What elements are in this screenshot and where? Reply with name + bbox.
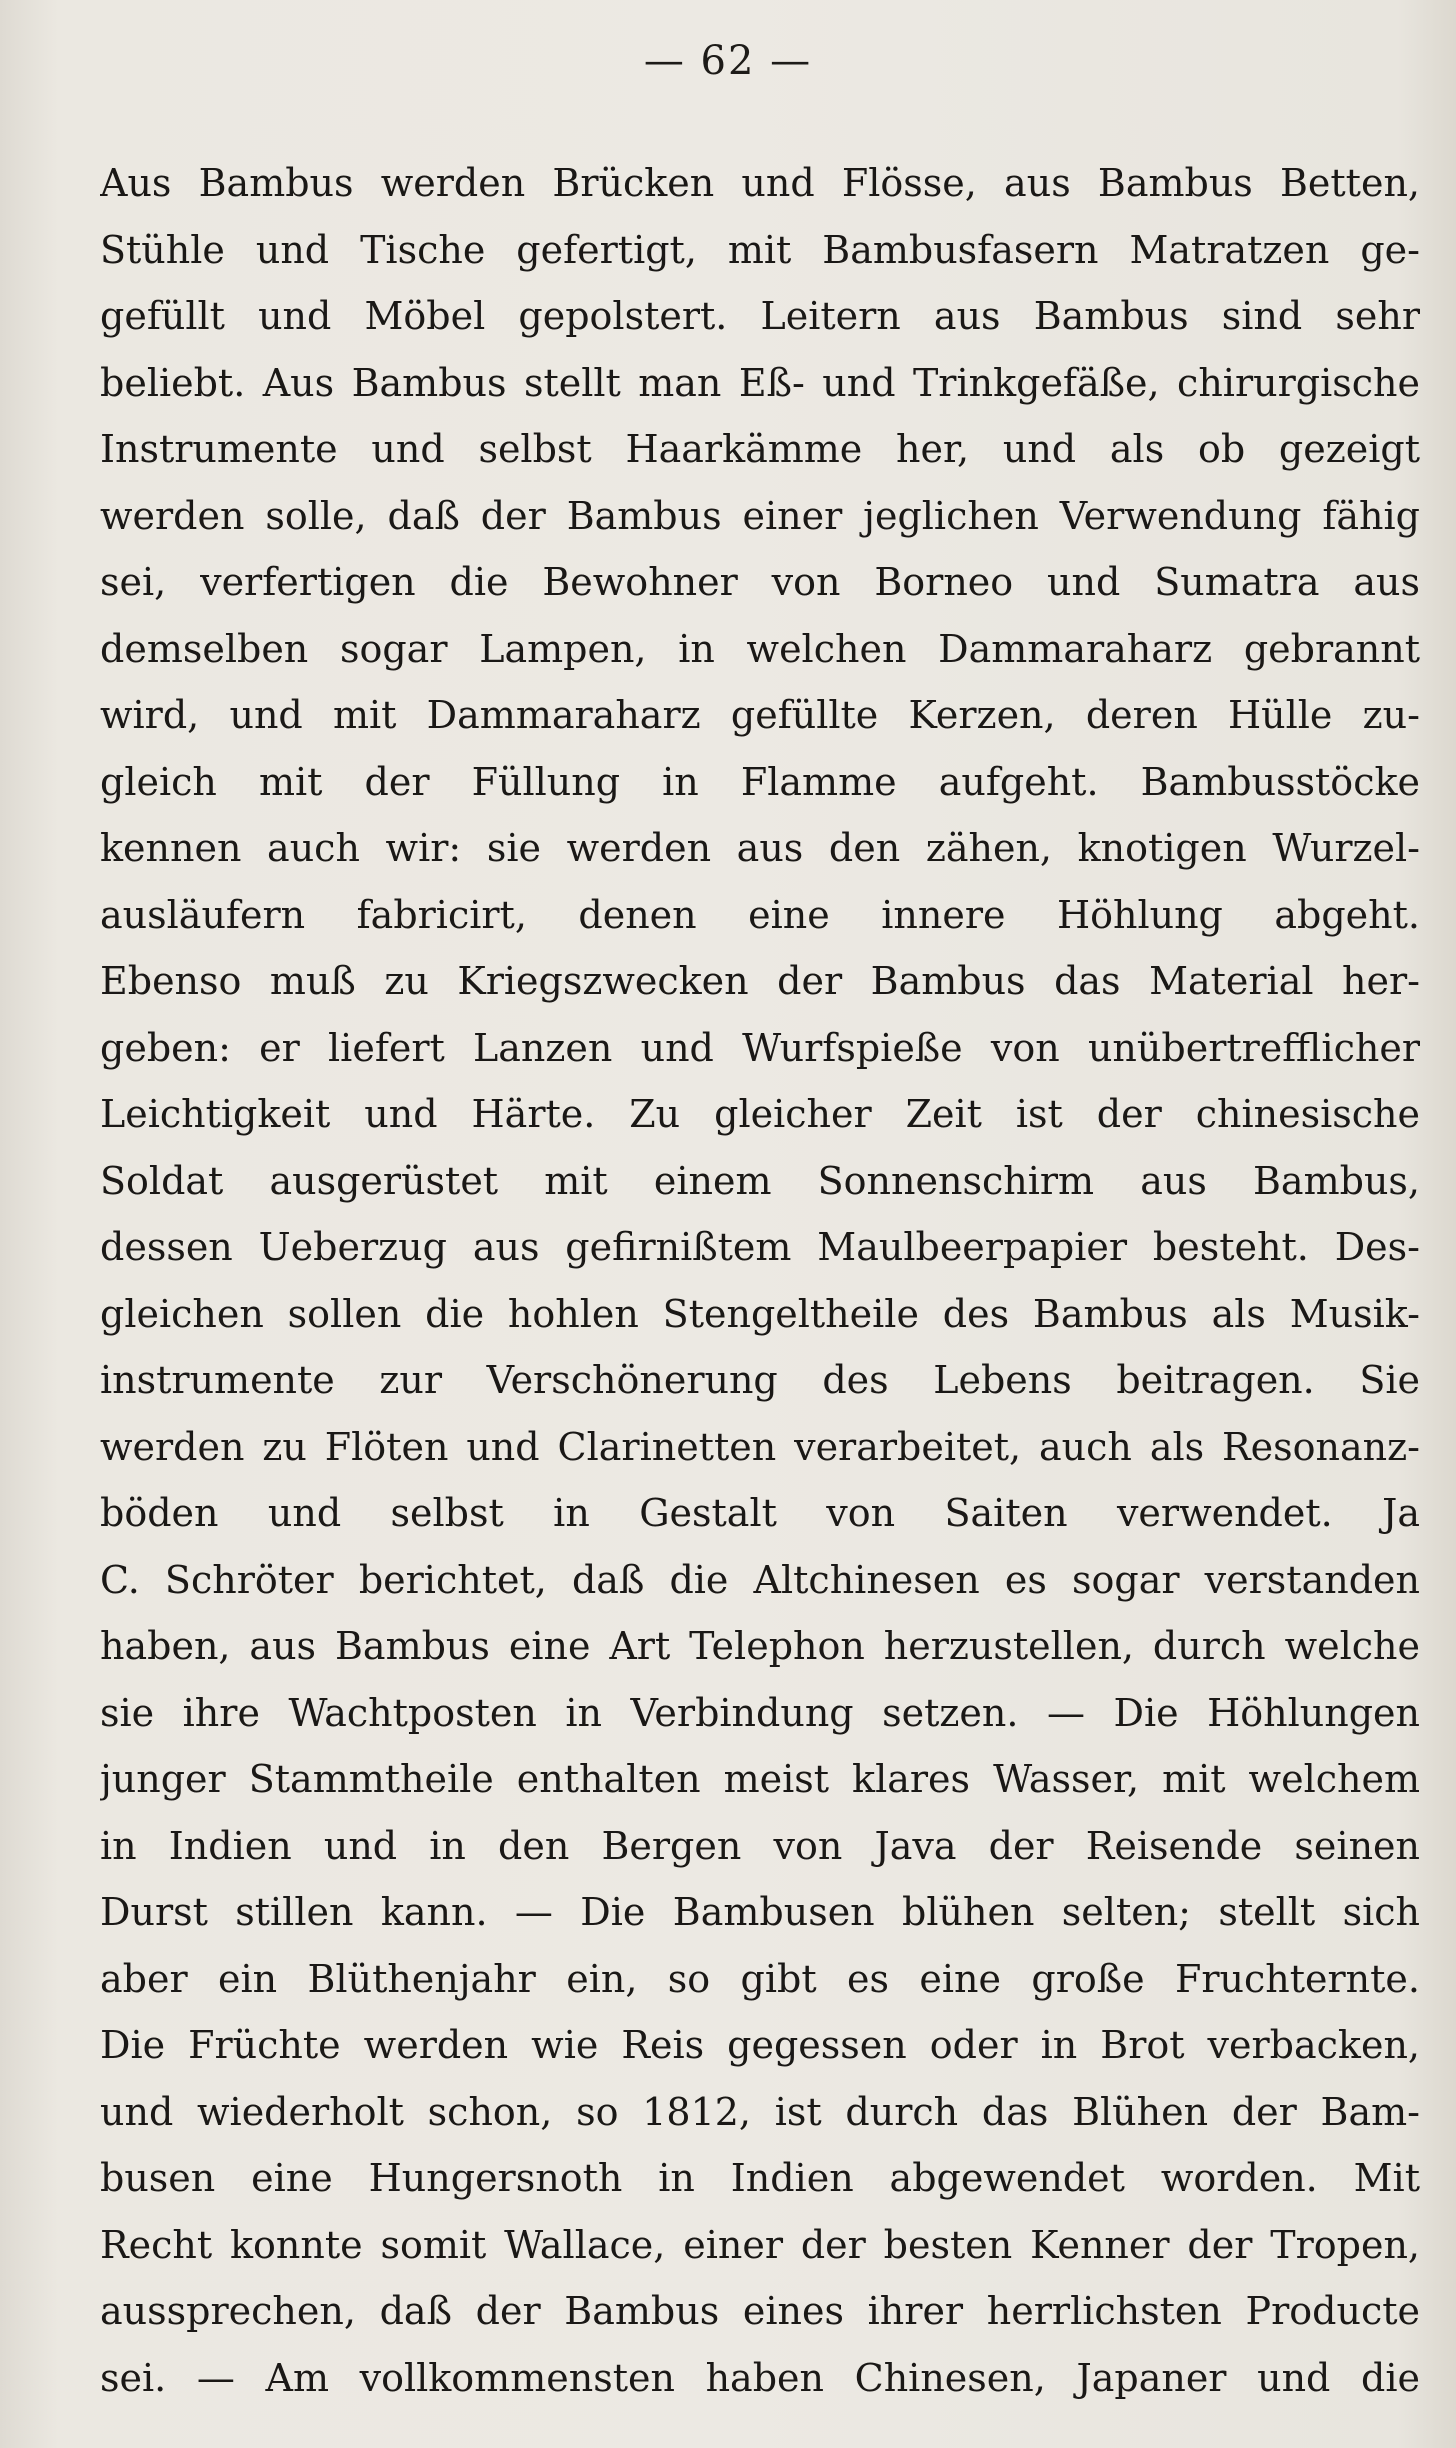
text-line: Aus Bambus werden Brücken und Flösse, aus Bambus Betten, bbox=[100, 161, 1420, 205]
text-line: Leichtigkeit und Härte. Zu gleicher Zeit ist der chinesische bbox=[100, 1092, 1420, 1136]
text-line: beliebt. Aus Bambus stellt man Eß- und Trinkgefäße, chirurgische bbox=[100, 360, 1420, 405]
text-line: Recht konnte somit Wallace, einer der besten Kenner der Tropen, bbox=[100, 2222, 1420, 2267]
text-line: Instrumente und selbst Haarkämme her, und als ob gezeigt bbox=[100, 427, 1420, 471]
text-line: Die Früchte werden wie Reis gegessen oder in Brot verbacken, bbox=[100, 2023, 1420, 2067]
text-line: sei. — Am vollkommensten haben Chinesen, Japaner und die bbox=[100, 2355, 1420, 2400]
text-line: busen eine Hungersnoth in Indien abgewendet worden. Mit bbox=[100, 2156, 1420, 2200]
text-line: Soldat ausgerüstet mit einem Sonnenschirm aus Bambus, bbox=[100, 1158, 1420, 1203]
text-line: Ebenso muß zu Kriegszwecken der Bambus das Material her- bbox=[100, 959, 1420, 1003]
text-line: sei, verfertigen die Bewohner von Borneo und Sumatra aus bbox=[100, 560, 1420, 604]
text-line: ausläufern fabricirt, denen eine innere Höhlung abgeht. bbox=[100, 892, 1420, 937]
text-line: instrumente zur Verschönerung des Lebens beitragen. Sie bbox=[100, 1358, 1420, 1402]
text-line: in Indien und in den Bergen von Java der Reisende seinen bbox=[100, 1823, 1420, 1868]
text-line: werden zu Flöten und Clarinetten verarbeitet, auch als Resonanz- bbox=[100, 1424, 1420, 1469]
text-line: gleich mit der Füllung in Flamme aufgeht. Bambusstöcke bbox=[100, 759, 1420, 804]
text-line: C. Schröter berichtet, daß die Altchinesen es sogar verstanden bbox=[100, 1557, 1420, 1602]
text-line: wird, und mit Dammaraharz gefüllte Kerzen, deren Hülle zu- bbox=[100, 693, 1420, 737]
text-line: junger Stammtheile enthalten meist klares Wasser, mit welchem bbox=[100, 1757, 1420, 1801]
page-number: — 62 — bbox=[643, 38, 813, 84]
text-line: gefüllt und Möbel gepolstert. Leitern aus Bambus sind sehr bbox=[100, 294, 1420, 338]
text-line: Durst stillen kann. — Die Bambusen blühen selten; stellt sich bbox=[100, 1890, 1420, 1934]
text-line: sie ihre Wachtposten in Verbindung setzen. — Die Höhlungen bbox=[100, 1690, 1420, 1735]
text-line: böden und selbst in Gestalt von Saiten verwendet. Ja bbox=[100, 1491, 1420, 1535]
text-line: haben, aus Bambus eine Art Telephon herzustellen, durch welche bbox=[100, 1624, 1420, 1668]
text-line: geben: er liefert Lanzen und Wurfspieße von unübertrefflicher bbox=[100, 1025, 1420, 1070]
text-line: werden solle, daß der Bambus einer jeglichen Verwendung fähig bbox=[100, 493, 1420, 538]
text-line: Stühle und Tische gefertigt, mit Bambusfasern Matratzen ge- bbox=[100, 227, 1420, 272]
text-line: und wiederholt schon, so 1812, ist durch das Blühen der Bam- bbox=[100, 2089, 1420, 2134]
text-line: gleichen sollen die hohlen Stengeltheile des Bambus als Musik- bbox=[100, 1291, 1420, 1336]
body-text bbox=[100, 150, 1420, 2411]
text-line: kennen auch wir: sie werden aus den zähen, knotigen Wurzel- bbox=[100, 826, 1420, 870]
text-line: aber ein Blüthenjahr ein, so gibt es eine große Fruchternte. bbox=[100, 1956, 1420, 2001]
text-line: dessen Ueberzug aus gefirnißtem Maulbeerpapier besteht. Des- bbox=[100, 1225, 1420, 1269]
text-line: aussprechen, daß der Bambus eines ihrer herrlichsten Producte bbox=[100, 2289, 1420, 2333]
text-line: demselben sogar Lampen, in welchen Dammaraharz gebrannt bbox=[100, 626, 1420, 671]
